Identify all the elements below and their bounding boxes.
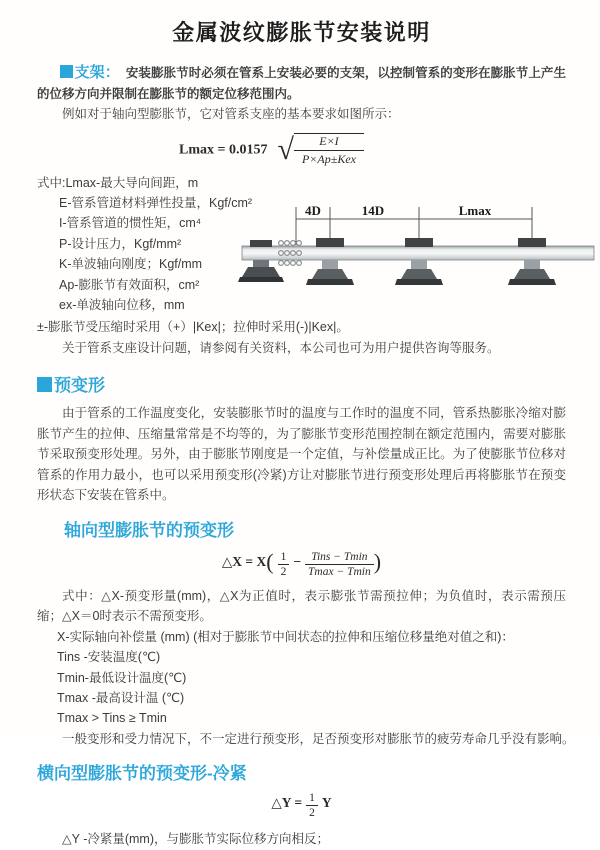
close-paren: ) bbox=[373, 548, 382, 574]
section-marker-icon bbox=[37, 377, 52, 392]
axial-explain-paragraph: 式中：△X-预变形量(mm)，△X为正值时，表示膨张节需预拉伸；为负值时，表示需预压缩；△X＝0时表示不需预变形。 bbox=[37, 588, 566, 624]
saddle-support bbox=[395, 238, 443, 285]
definition-line: 式中:Lmax-最大导向间距，m bbox=[37, 175, 199, 190]
minus-sign: − bbox=[293, 553, 302, 569]
half-fraction: $\frac{1}{2}$ bbox=[278, 551, 290, 578]
lateral-formula-pre: △Y = bbox=[271, 795, 303, 811]
dim-label-14d: 14D bbox=[361, 202, 385, 218]
lateral-subheading: 横向型膨胀节的预变形-冷紧 bbox=[37, 764, 247, 784]
definition-line: I-管系管道的惯性矩，cm⁴ bbox=[59, 216, 202, 231]
plus-minus-note: ±-膨胀节受压缩时采用（+）|Kex|；拉伸时采用(-)|Kex|。 bbox=[37, 320, 349, 335]
lmax-formula bbox=[37, 133, 506, 167]
axial-formula bbox=[37, 549, 566, 578]
definition-line: X-实际轴向补偿量 (mm) (相对于膨胀节中间状态的拉伸和压缩位移量绝对值之和)： bbox=[57, 629, 514, 644]
lmax-formula-denominator: P×Ap±Kex bbox=[301, 151, 356, 166]
axial-definition-list bbox=[37, 627, 575, 749]
page-title: 金属波纹膨胀节安装说明 bbox=[172, 20, 431, 45]
dim-label-lmax: Lmax bbox=[458, 202, 492, 218]
lmax-formula-numerator: E×I bbox=[294, 134, 364, 151]
service-note: 关于管系支座设计问题，请参阅有关资料，本公司也可为用户提供咨询等服务。 bbox=[62, 340, 500, 355]
lateral-formula-post: Y bbox=[321, 795, 332, 811]
lateral-formula bbox=[37, 792, 566, 819]
predeform-paragraph: 由于管系的工作温度变化，安装膨胀节时的温度与工作时的温度不同，管系热膨胀冷缩对膨胀节产生的拉伸、压缩量常常是不均等的，为了膨胀节变形范围控制在额定范围内，需要对膨胀节采取预变形处理。另外，由于膨胀节刚度是一个定值，与补偿量成正比。为了使膨胀节位移对管系的作用力最小，也可以采用预变形(冷紧)方让对膨胀节进行预变形处理后再将膨胀节在预变形状态下安装在管系中。 bbox=[37, 406, 566, 503]
axial-formula-pre: △X = X bbox=[221, 553, 267, 569]
open-paren: ( bbox=[266, 548, 274, 574]
definition-line: E-管系管道材料弹性投量，Kgf/cm² bbox=[59, 195, 253, 210]
sqrt-radical bbox=[278, 133, 364, 167]
definition-line: Tmax > Tins ≥ Tmin bbox=[57, 711, 167, 726]
support-intro-text: 安装膨胀节时必须在管系上安装必要的支架，以控制管系的变形在膨胀节上产生的位移方向并限制在膨胀节的额定位移范围内。 bbox=[37, 66, 566, 101]
definition-line: Tmax -最高设计温 (℃) bbox=[57, 691, 185, 706]
cold-tightening-line: △Y -冷紧量(mm)，与膨胀节实际位移方向相反； bbox=[62, 832, 330, 847]
predeform-section-heading bbox=[37, 371, 566, 396]
dim-label-4d: 4D bbox=[305, 202, 321, 218]
definition-line: Tmin-最低设计温度(℃) bbox=[57, 670, 187, 685]
saddle-support bbox=[306, 238, 354, 285]
support-example-line: 例如对于轴向型膨胀节，它对管系支座的基本要求如图所示： bbox=[62, 107, 400, 121]
pipe bbox=[242, 246, 594, 260]
saddle-support bbox=[508, 238, 556, 285]
definition-line: Ap-膨胀节有效面积，cm² bbox=[59, 277, 200, 292]
section-marker-icon bbox=[60, 65, 73, 78]
definition-line: ex-单波轴向位移，mm bbox=[59, 297, 185, 312]
lmax-formula-lhs: Lmax = 0.0157 bbox=[179, 142, 268, 158]
definition-line: Tins -安装温度(℃) bbox=[57, 650, 161, 665]
definitions-and-diagram bbox=[37, 173, 566, 316]
axial-subheading: 轴向型膨胀节的预变形 bbox=[64, 520, 234, 540]
support-intro-paragraph bbox=[37, 63, 566, 104]
definition-line: 一般变形和受力情况下，不一定进行预变形，足否预变形对膨胀节的疲劳寿命几乎没有影响。 bbox=[62, 731, 575, 746]
definition-line: P-设计压力，Kgf/mm² bbox=[59, 236, 182, 251]
temperature-fraction: $\frac{\text{Tins − Tmin}}{Tmax - Tmin}$ bbox=[305, 551, 374, 578]
support-heading: 支架： bbox=[74, 64, 120, 81]
half-fraction: $\frac{1}{2}$ bbox=[306, 792, 318, 819]
definition-line: K-单波轴向刚度；Kgf/mm bbox=[59, 257, 203, 272]
predeform-heading-text: 预变形 bbox=[54, 376, 105, 396]
pipe-support-diagram bbox=[242, 201, 594, 301]
radical-glyph: √ bbox=[277, 132, 294, 166]
